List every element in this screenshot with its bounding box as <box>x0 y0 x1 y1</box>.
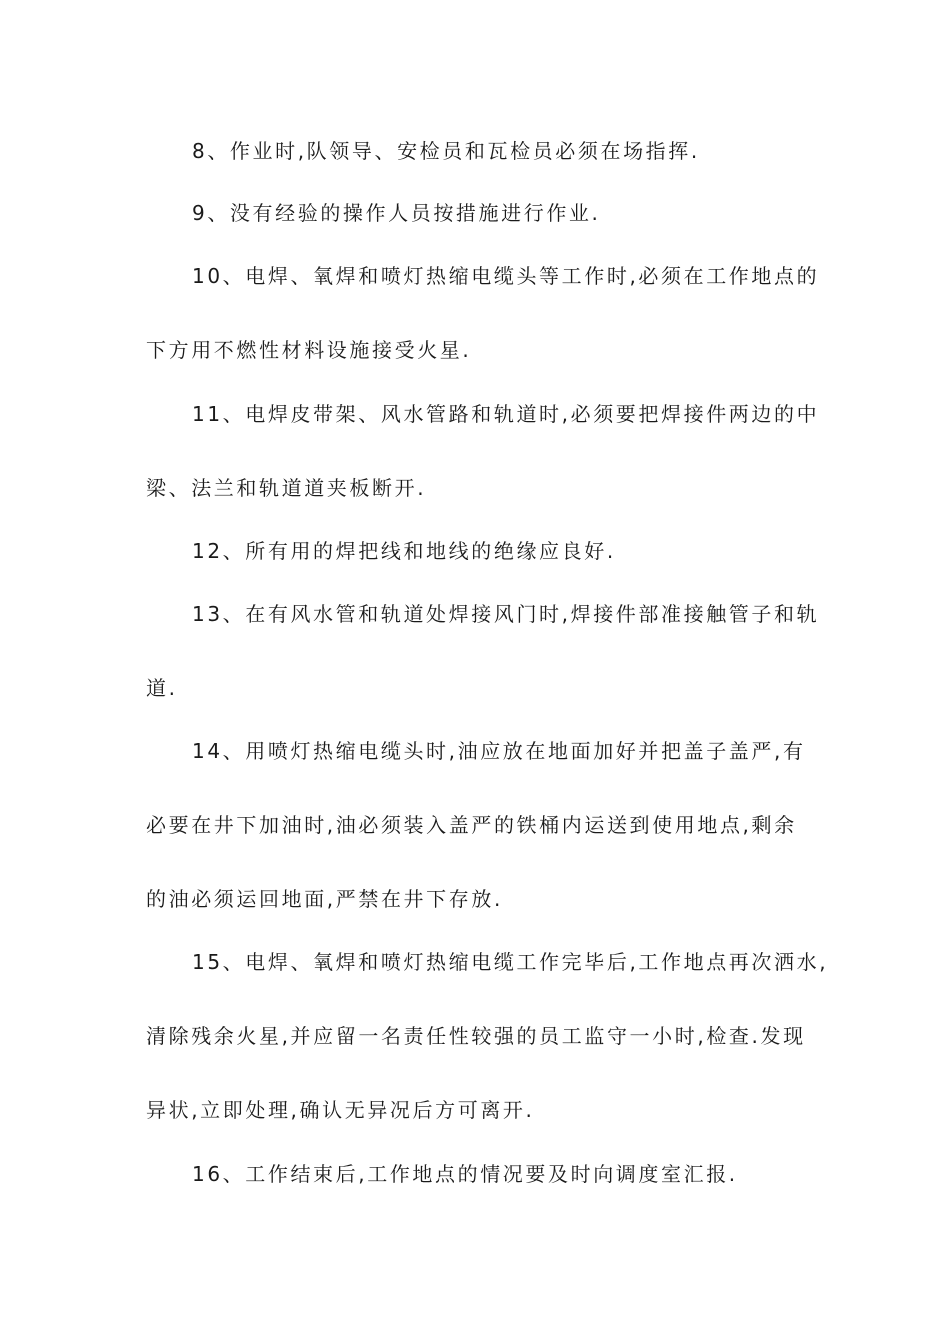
item-10-line-2: 下方用不燃性材料设施接受火星. <box>146 338 472 362</box>
item-11-line-2: 梁、法兰和轨道道夹板断开. <box>146 476 427 500</box>
item-9-line-1: 9、没有经验的操作人员按措施进行作业. <box>192 201 601 225</box>
item-11-line-1: 11、电焊皮带架、风水管路和轨道时,必须要把焊接件两边的中 <box>192 402 820 426</box>
item-12-line-1: 12、所有用的焊把线和地线的绝缘应良好. <box>192 539 616 563</box>
item-14-line-1: 14、用喷灯热缩电缆头时,油应放在地面加好并把盖子盖严,有 <box>192 739 806 763</box>
item-14-line-2: 必要在井下加油时,油必须装入盖严的铁桶内运送到使用地点,剩余 <box>146 813 797 837</box>
item-10-line-1: 10、电焊、氧焊和喷灯热缩电缆头等工作时,必须在工作地点的 <box>192 264 820 288</box>
item-16-line-1: 16、工作结束后,工作地点的情况要及时向调度室汇报. <box>192 1162 738 1186</box>
item-14-line-3: 的油必须运回地面,严禁在井下存放. <box>146 887 503 911</box>
item-15-line-1: 15、电焊、氧焊和喷灯热缩电缆工作完毕后,工作地点再次洒水, <box>192 950 829 974</box>
item-13-line-2: 道. <box>146 676 178 700</box>
item-15-line-2: 清除残余火星,并应留一名责任性较强的员工监守一小时,检查.发现 <box>146 1024 806 1048</box>
item-15-line-3: 异状,立即处理,确认无异况后方可离开. <box>146 1098 535 1122</box>
item-8-line-1: 8、作业时,队领导、安检员和瓦检员必须在场指挥. <box>192 139 700 163</box>
item-13-line-1: 13、在有风水管和轨道处焊接风门时,焊接件部准接触管子和轨 <box>192 602 820 626</box>
